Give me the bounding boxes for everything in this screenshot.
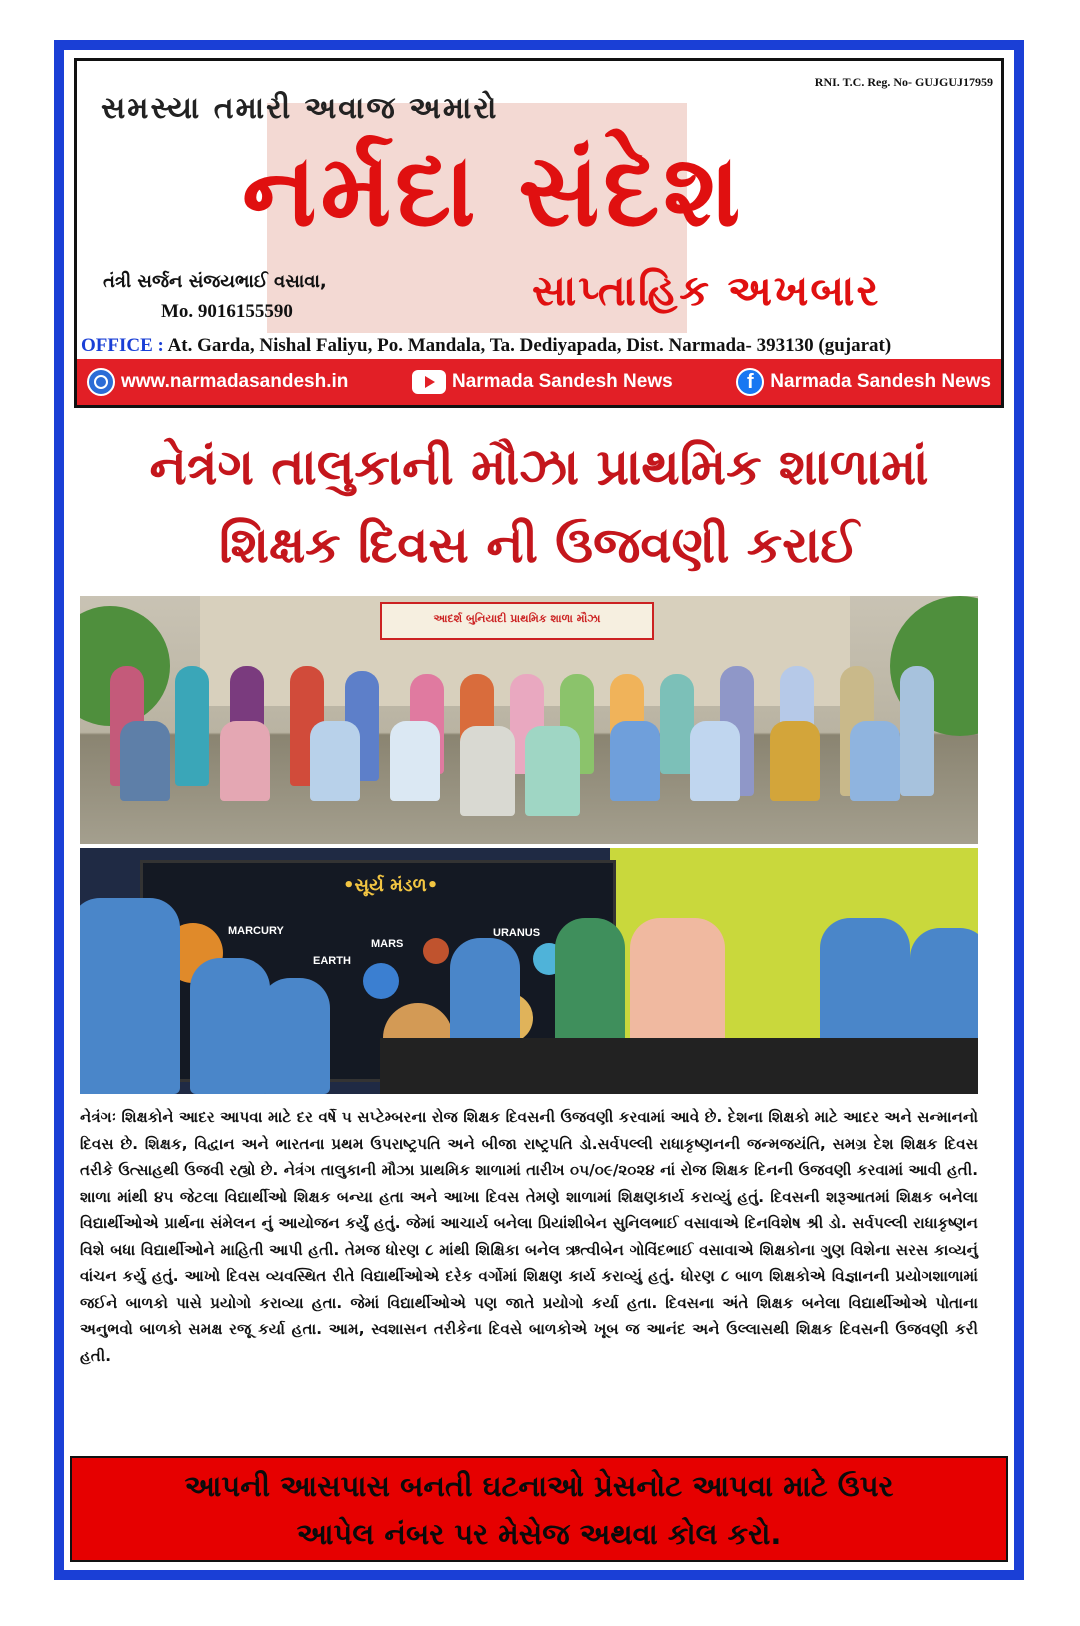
footer-line-1: આપની આસપાસ બનતી ઘટનાઓ પ્રેસનોટ આપવા માટે ઉપર [184, 1469, 894, 1503]
person [660, 674, 694, 774]
footer-banner [70, 1456, 1008, 1562]
planet-label: EARTH [313, 955, 351, 967]
office-address [81, 335, 891, 357]
youtube-text: Narmada Sandesh News [451, 371, 673, 392]
facebook-text: Narmada Sandesh News [770, 371, 991, 392]
planet-label: MARCURY [228, 925, 284, 937]
student [260, 978, 330, 1094]
planet-label: URANUS [493, 927, 541, 939]
headline-line-1: નેત્રંગ તાલુકાની મૌઝા પ્રાથમિક શાળામાં [149, 438, 929, 496]
seated-student [390, 721, 440, 801]
headline-line-2: શિક્ષક દિવસ ની ઉજવણી કરાઈ [219, 516, 859, 574]
newspaper-title: નર્મદા સંદેશ [242, 132, 745, 249]
student [190, 958, 270, 1094]
student [80, 898, 180, 1094]
group-photo [80, 596, 978, 844]
website-text: www.narmadasandesh.in [121, 371, 349, 392]
globe-icon [87, 368, 115, 396]
school-signboard: આદર્શ બુનિયાદી પ્રાથમિક શાળા મૌઝા [380, 602, 654, 640]
website-link[interactable] [87, 368, 348, 396]
planet-earth [363, 963, 399, 999]
facebook-link[interactable] [736, 368, 991, 396]
seated-student [120, 721, 170, 801]
seated-student [310, 721, 360, 801]
masthead [74, 58, 1004, 408]
seated-student [850, 721, 900, 801]
planet-label: MARS [371, 938, 404, 950]
page-frame [54, 40, 1024, 1580]
social-bar [77, 359, 1001, 405]
person [900, 666, 934, 796]
editor-name: તંત્રી સર્જન સંજયભાઈ વસાવા, [103, 271, 327, 292]
seated-student [690, 721, 740, 801]
kneeling-student [525, 726, 580, 816]
youtube-icon [412, 370, 446, 394]
classroom-photo [80, 848, 978, 1094]
office-address-text: At. Garda, Nishal Faliyu, Po. Mandala, Ta. Dediyapada, Dist. Narmada- 393130 (gujarat) [167, 335, 892, 356]
seated-student [770, 721, 820, 801]
weekly-label: સાપ્તાહિક અખબાર [532, 266, 881, 315]
facebook-icon: f [736, 368, 764, 396]
tagline: સમસ્યા તમારી અવાજ અમારો [101, 91, 499, 126]
youtube-link[interactable] [412, 370, 673, 394]
seated-student [220, 721, 270, 801]
article-body: નેત્રંગઃ શિક્ષકોને આદર આપવા માટે દર વર્ષે ૫ સપ્ટેમ્બરના રોજ શિક્ષક દિવસની ઉજવણી કરવામાં આવે છે. દેશના શિક્ષકો માટે આદર અને સન્માનનો દિવસ છે. શિક્ષક, વિદ્વાન અને ભારતના પ્રથમ ઉપરાષ્ટ્રપતિ અને બીજા રાષ્ટ્રપતિ ડો.સર્વપલ્લી રાધાકૃષ્ણનની જન્મજયંતિ, સમગ્ર દેશ શિક્ષક દિવસ તરીકે ઉત્સાહથી ઉજવી રહ્યો છે. નેત્રંગ તાલુકાની મૌઝા પ્રાથમિક શાળામાં તારીખ ૦૫/૦૯/૨૦૨૪ નાં રોજ શિક્ષક દિનની ઉજવણી કરવામાં આવી હતી. શાળા માંથી ૪૫ જેટલા વિદ્યાર્થીઓ શિક્ષક બન્યા હતા અને આખા દિવસ તેમણે શાળામાં શિક્ષણકાર્ય કરાવ્યું હતું. દિવસની શરૂઆતમાં શિક્ષક બનેલા વિદ્યાર્થીઓએ પ્રાર્થના સંમેલન નું આયોજન કર્યું હતું. જેમાં આચાર્ય બનેલા પ્રિયાંશીબેન સુનિલભાઈ વસાવાએ દિનવિશેષ શ્રી ડો. સર્વપલ્લી રાધાકૃષ્ણન વિશે બધા વિદ્યાર્થીઓને માહિતી આપી હતી. તેમજ ધોરણ ૮ માંથી શિક્ષિકા બનેલ ઋત્વીબેન ગોવિંદભાઈ વસાવાએ શિક્ષકોના ગુણ વિશેના સરસ કાવ્યનું વાંચન કર્યુ હતું. આખો દિવસ વ્યવસ્થિત રીતે વિદ્યાર્થીઓએ દરેક વર્ગોમાં શિક્ષણ કાર્ય કરાવ્યું હતું. ધોરણ ૮ બાળ શિક્ષકોએ વિજ્ઞાનની પ્રયોગશાળામાં જઈને બાળકો પાસે પ્રયોગો કરાવ્યા હતા. જેમાં વિદ્યાર્થીઓએ પણ જાતે પ્રયોગો કર્યા હતા. દિવસના અંતે શિક્ષક બનેલા વિદ્યાર્થીઓએ પોતાના અનુભવો બાળકો સમક્ષ રજૂ કર્યા હતા. આમ, સ્વશાસન તરીકેના દિવસે બાળકોએ ખૂબ જ આનંદ અને ઉલ્લાસથી શિક્ષક દિવસની ઉજવણી કરી હતી. [80, 1108, 978, 1365]
solar-system-title: •સૂર્ય મંડળ• [343, 875, 439, 896]
footer-line-2: આપેલ નંબર પર મેસેજ અથવા કોલ કરો. [296, 1517, 782, 1551]
office-label: OFFICE : [81, 335, 164, 356]
planet-mars [423, 938, 449, 964]
rni-number: RNI. T.C. Reg. No- GUJGUJ17959 [814, 75, 993, 89]
person [175, 666, 209, 786]
kneeling-student [460, 726, 515, 816]
mobile-number: Mo. 9016155590 [161, 301, 293, 322]
lab-table [380, 1038, 978, 1094]
seated-student [610, 721, 660, 801]
headline [64, 428, 1014, 584]
newspaper-page [64, 50, 1014, 1570]
